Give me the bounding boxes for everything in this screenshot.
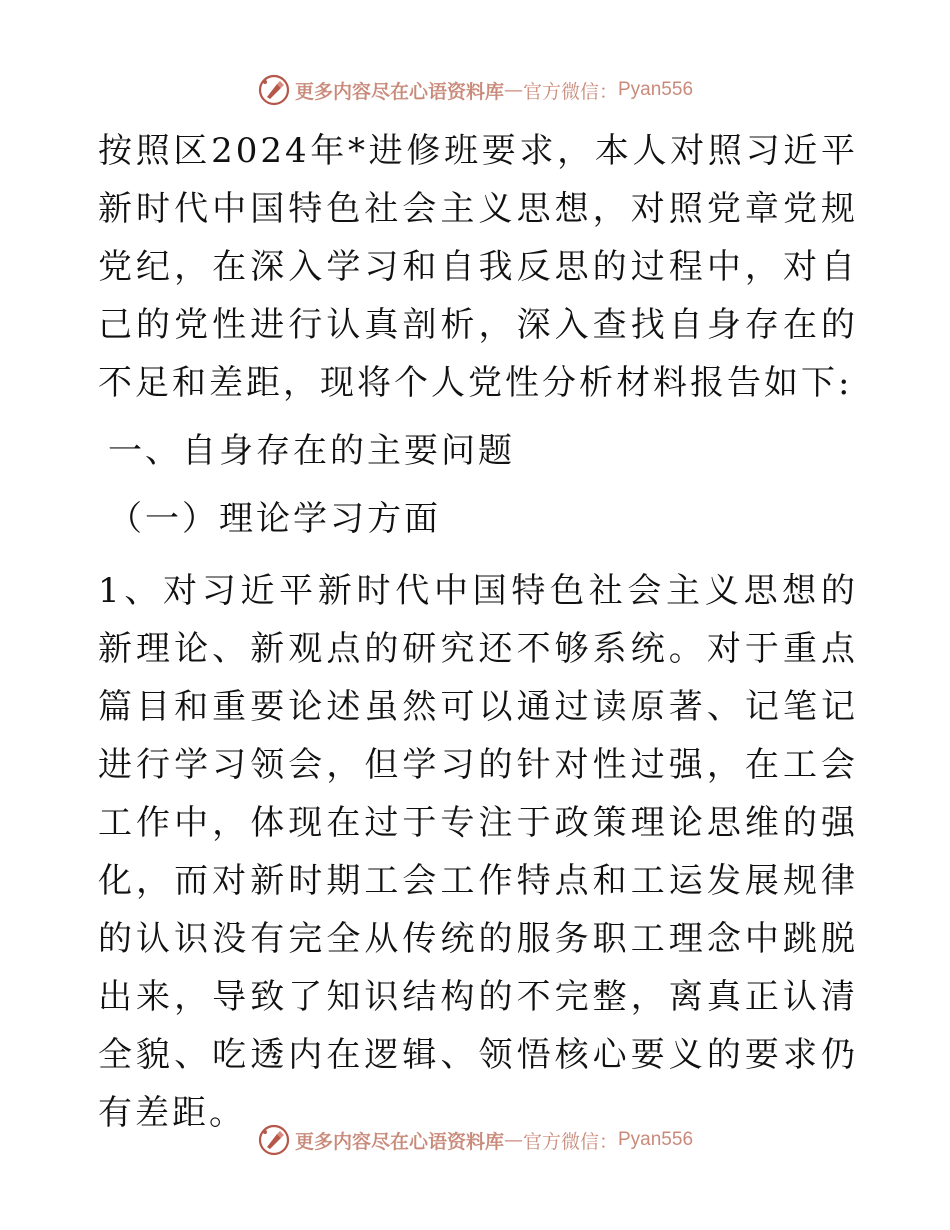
- watermark-text: 更多内容尽在心语资料库: [294, 1130, 504, 1153]
- watermark-wechat-id: Pyan556: [618, 1129, 694, 1150]
- subsection-heading: （一）理论学习方面: [108, 499, 441, 539]
- watermark-dash: —: [503, 1129, 523, 1151]
- intro-paragraph: 按照区2024年*进修班要求，本人对照习近平新时代中国特色社会主义思想，对照党章党规党纪，在深入学习和自我反思的过程中，对自己的党性进行认真剖析，深入查找自身存在的不足和差距，现将个人党性分析材料报告如下:: [98, 131, 858, 403]
- watermark-dash: —: [503, 79, 523, 101]
- watermark-text: 更多内容尽在心语资料库: [294, 80, 504, 103]
- section-heading: 一、自身存在的主要问题: [108, 431, 515, 471]
- item-paragraph: 1、对习近平新时代中国特色社会主义思想的新理论、新观点的研究还不够系统。对于重点篇目和重要论述虽然可以通过读原著、记笔记进行学习领会，但学习的针对性过强，在工会工作中，体现在过于专注于政策理论思维的强化，而对新时期工会工作特点和工运发展规律的认识没有完全从传统的服务职工理念中跳脱出来，导致了知识结构的不完整，离真正认清全貌、吃透内在逻辑、领悟核心要义的要求仍有差距。: [98, 571, 858, 1133]
- watermark-wechat-id: Pyan556: [618, 79, 694, 100]
- header-watermark: [0, 70, 950, 110]
- document-body: [98, 122, 858, 1142]
- watermark-wechat-label: 官方微信：: [522, 80, 618, 103]
- pen-nib-circle-icon: [257, 1123, 291, 1157]
- footer-watermark: [0, 1120, 950, 1160]
- pen-nib-circle-icon: [257, 73, 291, 107]
- watermark-wechat-label: 官方微信：: [522, 1130, 618, 1153]
